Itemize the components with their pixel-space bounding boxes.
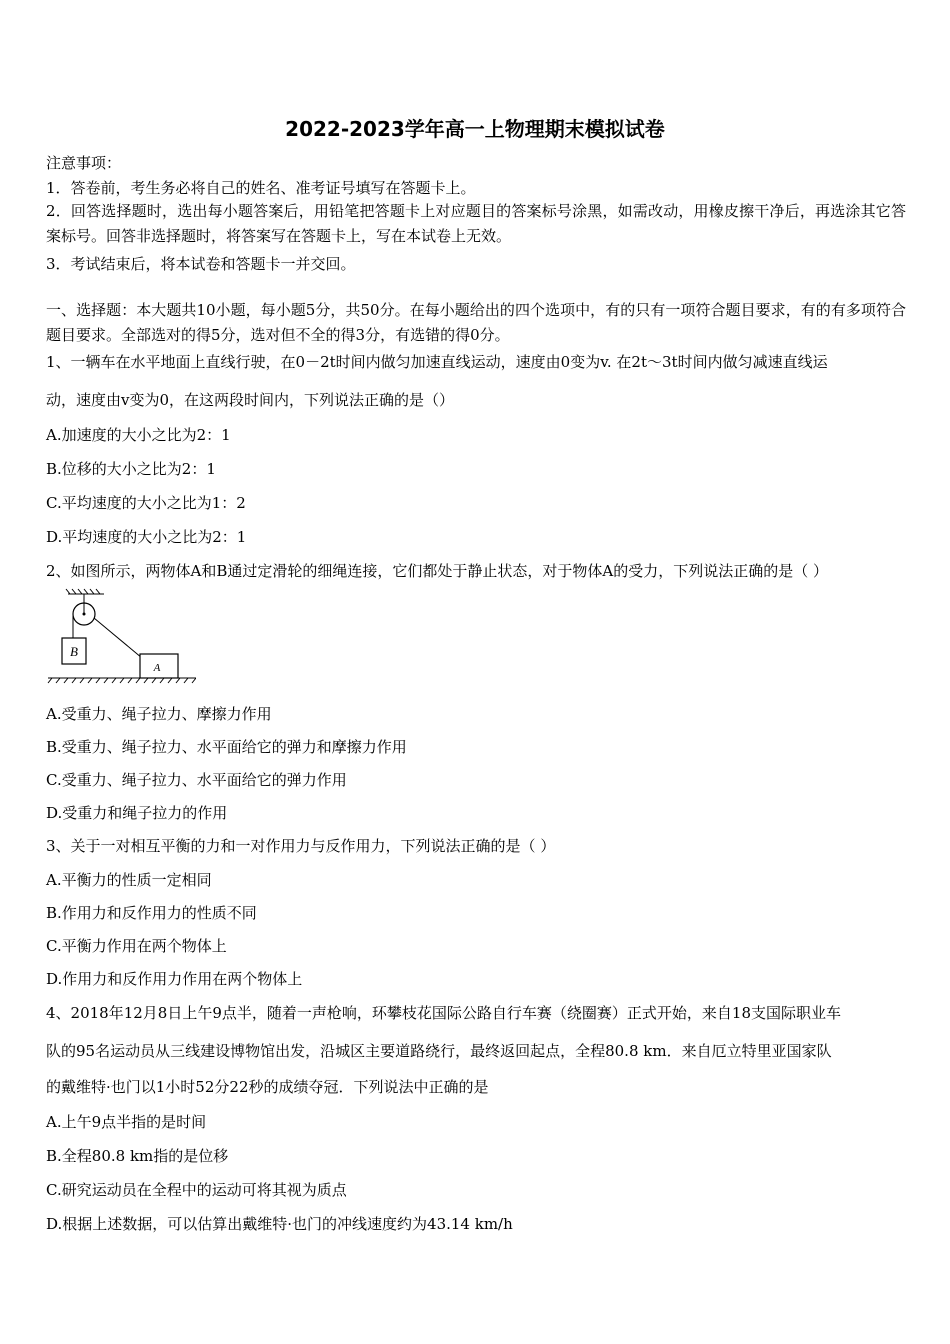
question-stem: 动，速度由v变为0，在这两段时间内，下列说法正确的是（） [46,391,455,409]
page-title: 2022-2023学年高一上物理期末模拟试卷 [285,117,665,141]
option-b: B.全程80.8 km指的是位移 [46,1147,229,1165]
option-a: A.上午9点半指的是时间 [46,1113,207,1131]
option-c: C.研究运动员在全程中的运动可将其视为质点 [46,1181,347,1199]
question-stem: 队的95名运动员从三线建设博物馆出发，沿城区主要道路绕行，最终返回起点，全程80.8 km．来自厄立特里亚国家队 [46,1042,832,1060]
question-stem: 的戴维特·也门以1小时52分22秒的成绩夺冠．下列说法中正确的是 [46,1078,489,1096]
question-stem: 4、2018年12月8日上午9点半，随着一声枪响，环攀枝花国际公路自行车赛（绕圈赛）正式开始，来自18支国际职业车 [46,1004,841,1022]
option-d: D.平均速度的大小之比为2：1 [46,528,247,546]
notice-item: 2．回答选择题时，选出每小题答案后，用铅笔把答题卡上对应题目的答案标号涂黑，如需改动，用橡皮擦干净后，再选涂其它答案标号。回答非选择题时，将答案写在答题卡上，写在本试卷上无效。 [46,202,906,245]
option-a: A.平衡力的性质一定相同 [46,871,212,889]
option-b: B.位移的大小之比为2：1 [46,460,216,478]
option-a: A.加速度的大小之比为2：1 [46,426,231,444]
option-d: D.作用力和反作用力作用在两个物体上 [46,970,303,988]
pulley-figure [46,588,196,684]
option-d: D.受重力和绳子拉力的作用 [46,804,228,822]
notice-heading: 注意事项： [46,154,122,172]
question-stem: 1、一辆车在水平地面上直线行驶，在0－2t时间内做匀加速直线运动，速度由0变为v. 在2t～3t时间内做匀减速直线运 [46,353,828,371]
ground-hatch [48,678,196,683]
option-c: C.平均速度的大小之比为1：2 [46,494,246,512]
option-c: C.平衡力作用在两个物体上 [46,937,227,955]
question-stem: 2、如图所示，两物体A和B通过定滑轮的细绳连接，它们都处于静止状态，对于物体A的受力，下列说法正确的是（ ） [46,562,829,580]
block-a-label: A [153,662,161,674]
question-stem: 3、关于一对相互平衡的力和一对作用力与反作用力，下列说法正确的是（ ） [46,837,556,855]
option-b: B.作用力和反作用力的性质不同 [46,904,257,922]
option-a: A.受重力、绳子拉力、摩擦力作用 [46,705,272,723]
section-heading: 一、选择题：本大题共10小题，每小题5分，共50分。在每小题给出的四个选项中，有的只有一项符合题目要求，有的有多项符合题目要求。全部选对的得5分，选对但不全的得3分，有选错的得0分。 [46,301,906,344]
block-b-label: B [70,644,78,659]
notice-item: 3．考试结束后，将本试卷和答题卡一并交回。 [46,255,356,273]
pulley-axle [83,613,86,616]
notice-item: 1．答卷前，考生务必将自己的姓名、准考证号填写在答题卡上。 [46,179,476,197]
option-d: D.根据上述数据，可以估算出戴维特·也门的冲线速度约为43.14 km/h [46,1215,513,1233]
option-c: C.受重力、绳子拉力、水平面给它的弹力作用 [46,771,347,789]
rope-to-a [94,618,142,658]
ceiling-hatch [66,589,104,594]
option-b: B.受重力、绳子拉力、水平面给它的弹力和摩擦力作用 [46,738,407,756]
